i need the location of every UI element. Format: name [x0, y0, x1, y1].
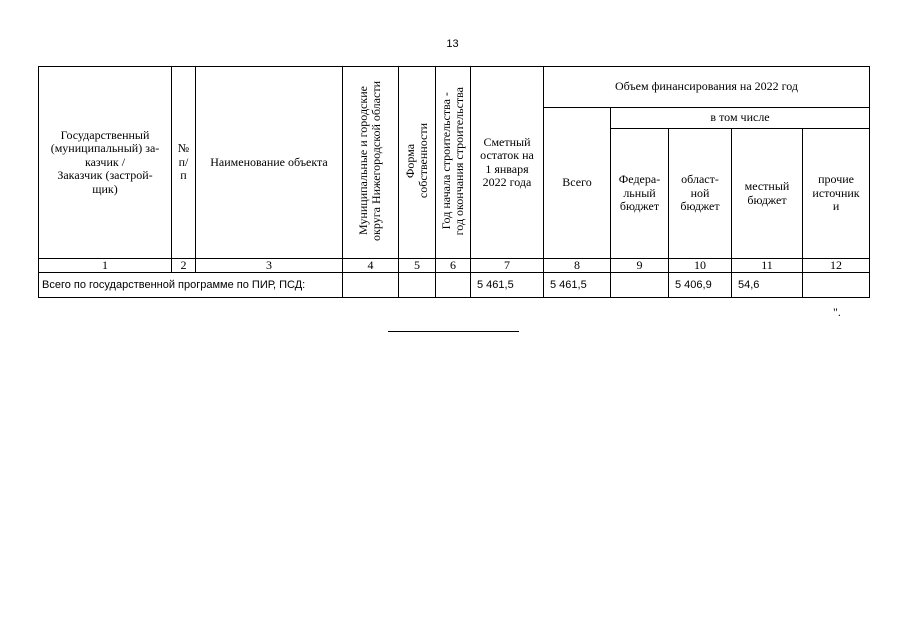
total-years-cell: [436, 273, 471, 298]
column-number: 12: [803, 259, 870, 273]
total-municipality-cell: [343, 273, 399, 298]
column-number: 6: [436, 259, 471, 273]
total-ownership-cell: [399, 273, 436, 298]
column-number: 5: [399, 259, 436, 273]
total-financing-cell: 5 461,5: [544, 273, 611, 298]
header-local-text: местный бюджет: [744, 179, 790, 207]
closing-quote-mark: ".: [833, 305, 841, 319]
header-number: [172, 67, 196, 259]
column-number: 2: [172, 259, 196, 273]
header-regional-text: област- ной бюджет: [680, 172, 720, 214]
header-local: [732, 129, 803, 259]
total-row: [39, 273, 870, 298]
column-number: 1: [39, 259, 172, 273]
column-number: 9: [611, 259, 669, 273]
header-regional: [669, 129, 732, 259]
column-number: 8: [544, 259, 611, 273]
page-number: 13: [446, 38, 459, 50]
total-row-label: Всего по государственной программе по ПИР, ПСД:: [39, 273, 343, 298]
total-regional-cell: 5 406,9: [669, 273, 732, 298]
header-estimate-balance-text: Сметный остаток на 1 января 2022 года: [480, 134, 534, 189]
header-object-name-text: Наименование объекта: [210, 154, 328, 169]
header-including-text: в том числе: [710, 110, 770, 125]
total-estimate-balance-cell: 5 461,5: [471, 273, 544, 298]
header-total: [544, 108, 611, 259]
header-number-text: № п/ п: [177, 141, 190, 183]
header-ownership-text: Форма собственности: [402, 123, 430, 199]
column-number: 3: [196, 259, 343, 273]
header-customer: [39, 67, 172, 259]
column-number: 7: [471, 259, 544, 273]
total-local-cell: 54,6: [732, 273, 803, 298]
header-row-1: [39, 67, 870, 108]
header-municipality-text: Муниципальные и городские округа Нижегородской области: [356, 80, 384, 241]
header-financing-group-text: Объем финансирования на 2022 год: [615, 79, 799, 94]
separator-line: [388, 331, 519, 332]
column-number: 10: [669, 259, 732, 273]
header-other: [803, 129, 870, 259]
header-including: [611, 108, 870, 129]
header-object-name: [196, 67, 343, 259]
header-years: [436, 67, 471, 259]
column-number: 4: [343, 259, 399, 273]
financing-table: [38, 66, 870, 298]
header-other-text: прочие источник и: [812, 172, 860, 214]
header-municipality: [343, 67, 399, 259]
column-number: 11: [732, 259, 803, 273]
header-financing-group: [544, 67, 870, 108]
header-federal-text: Федера- льный бюджет: [618, 172, 661, 214]
header-customer-text: Государственный (муниципальный) за- казчик / Заказчик (застрой- щик): [50, 127, 160, 196]
header-ownership: [399, 67, 436, 259]
header-federal: [611, 129, 669, 259]
total-other-cell: [803, 273, 870, 298]
column-number-row: [39, 259, 870, 273]
header-estimate-balance: [471, 67, 544, 259]
total-federal-cell: [611, 273, 669, 298]
header-years-text: Год начала строительства - год окончания строительства: [438, 86, 466, 235]
header-total-text: Всего: [562, 175, 592, 190]
